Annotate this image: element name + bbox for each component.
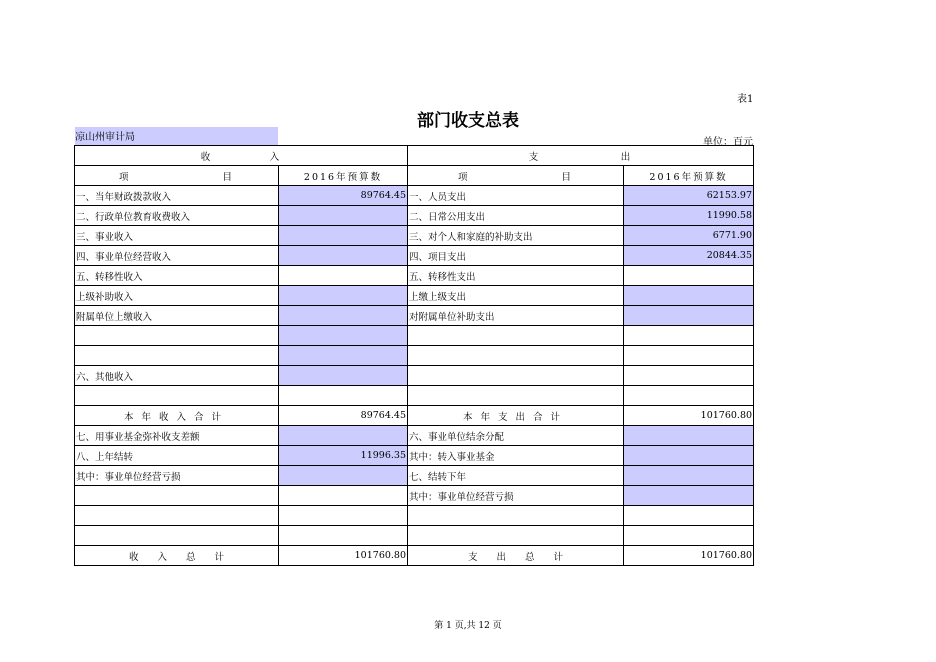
income-value-cell: 89764.45: [279, 406, 408, 426]
expense-item-cell: [408, 366, 624, 386]
table-number: 表1: [737, 94, 754, 105]
income-item-cell: 其中：事业单位经营亏损: [75, 466, 279, 486]
income-value-cell: [279, 486, 408, 506]
budget-table: [74, 145, 754, 566]
table-row: [75, 366, 754, 386]
income-item-cell: 六、其他收入: [75, 366, 279, 386]
table-row: [75, 186, 754, 206]
expense-budget-header: 2016年预算数: [624, 166, 754, 186]
income-item-header: 项 目: [75, 166, 279, 186]
expense-header: 支 出: [408, 146, 754, 166]
expense-item-cell: 其中：转入事业基金: [408, 446, 624, 466]
income-item-cell: 八、上年结转: [75, 446, 279, 466]
table-row: [75, 386, 754, 406]
expense-value-cell: [624, 506, 754, 526]
income-item-cell: 三、事业收入: [75, 226, 279, 246]
income-value-cell: 89764.45: [279, 186, 408, 206]
income-value-cell: [279, 266, 408, 286]
income-value-cell: [279, 526, 408, 546]
income-item-cell: 附属单位上缴收入: [75, 306, 279, 326]
income-item-cell: 收 入 总 计: [75, 546, 279, 566]
expense-item-header: 项 目: [408, 166, 624, 186]
income-item-cell: 上级补助收入: [75, 286, 279, 306]
income-item-cell: 五、转移性收入: [75, 266, 279, 286]
expense-item-cell: 三、对个人和家庭的补助支出: [408, 226, 624, 246]
expense-item-cell: 六、事业单位结余分配: [408, 426, 624, 446]
organization-cell: 凉山州审计局: [75, 127, 278, 145]
table-row: [75, 266, 754, 286]
income-value-cell: [279, 286, 408, 306]
table-row: [75, 446, 754, 466]
expense-item-cell: 一、人员支出: [408, 186, 624, 206]
table-row: [75, 466, 754, 486]
expense-value-cell: [624, 426, 754, 446]
expense-value-cell: [624, 346, 754, 366]
expense-item-cell: [408, 386, 624, 406]
table-row: [75, 526, 754, 546]
table-row: [75, 326, 754, 346]
income-item-cell: 七、用事业基金弥补收支差额: [75, 426, 279, 446]
expense-value-cell: [624, 386, 754, 406]
income-value-cell: [279, 326, 408, 346]
expense-item-cell: [408, 526, 624, 546]
table-row: [75, 546, 754, 566]
income-value-cell: [279, 506, 408, 526]
table-row: [75, 346, 754, 366]
expense-value-cell: 101760.80: [624, 406, 754, 426]
expense-value-cell: 6771.90: [624, 226, 754, 246]
income-value-cell: [279, 466, 408, 486]
table-row: [75, 206, 754, 226]
expense-value-cell: [624, 266, 754, 286]
expense-value-cell: [624, 446, 754, 466]
expense-item-cell: 四、项目支出: [408, 246, 624, 266]
page-footer: 第 1 页,共 12 页: [434, 621, 502, 631]
income-header: 收 入: [75, 146, 408, 166]
expense-value-cell: [624, 526, 754, 546]
income-item-cell: [75, 346, 279, 366]
expense-item-cell: [408, 346, 624, 366]
income-value-cell: [279, 306, 408, 326]
table-row: [75, 426, 754, 446]
income-value-cell: [279, 346, 408, 366]
income-value-cell: [279, 366, 408, 386]
table-row: [75, 406, 754, 426]
income-item-cell: [75, 526, 279, 546]
expense-item-cell: 其中：事业单位经营亏损: [408, 486, 624, 506]
table-row: [75, 506, 754, 526]
income-item-cell: [75, 326, 279, 346]
expense-item-cell: 支 出 总 计: [408, 546, 624, 566]
expense-value-cell: [624, 466, 754, 486]
income-value-cell: [279, 246, 408, 266]
income-item-cell: [75, 506, 279, 526]
expense-value-cell: [624, 486, 754, 506]
expense-item-cell: [408, 326, 624, 346]
page-title: 部门收支总表: [417, 111, 519, 131]
table-row: [75, 246, 754, 266]
income-value-cell: 101760.80: [279, 546, 408, 566]
expense-item-cell: 对附属单位补助支出: [408, 306, 624, 326]
expense-value-cell: 62153.97: [624, 186, 754, 206]
expense-item-cell: 七、结转下年: [408, 466, 624, 486]
income-value-cell: [279, 206, 408, 226]
header-row-sections: [75, 146, 754, 166]
income-value-cell: [279, 226, 408, 246]
income-item-cell: 四、事业单位经营收入: [75, 246, 279, 266]
expense-value-cell: [624, 286, 754, 306]
table-row: [75, 306, 754, 326]
expense-value-cell: [624, 326, 754, 346]
unit-label: 单位：百元: [703, 137, 753, 148]
income-value-cell: [279, 426, 408, 446]
expense-item-cell: [408, 506, 624, 526]
expense-value-cell: [624, 306, 754, 326]
income-value-cell: 11996.35: [279, 446, 408, 466]
income-item-cell: 本年收入合计: [75, 406, 279, 426]
income-budget-header: 2016年预算数: [279, 166, 408, 186]
expense-value-cell: [624, 366, 754, 386]
income-item-cell: [75, 386, 279, 406]
expense-value-cell: 101760.80: [624, 546, 754, 566]
income-item-cell: 二、行政单位教育收费收入: [75, 206, 279, 226]
expense-item-cell: 上缴上级支出: [408, 286, 624, 306]
expense-value-cell: 20844.35: [624, 246, 754, 266]
header-row-columns: [75, 166, 754, 186]
expense-item-cell: 本年支出合计: [408, 406, 624, 426]
income-item-cell: [75, 486, 279, 506]
expense-item-cell: 二、日常公用支出: [408, 206, 624, 226]
table-row: [75, 226, 754, 246]
income-item-cell: 一、当年财政拨款收入: [75, 186, 279, 206]
income-value-cell: [279, 386, 408, 406]
expense-value-cell: 11990.58: [624, 206, 754, 226]
table-row: [75, 286, 754, 306]
expense-item-cell: 五、转移性支出: [408, 266, 624, 286]
table-row: [75, 486, 754, 506]
